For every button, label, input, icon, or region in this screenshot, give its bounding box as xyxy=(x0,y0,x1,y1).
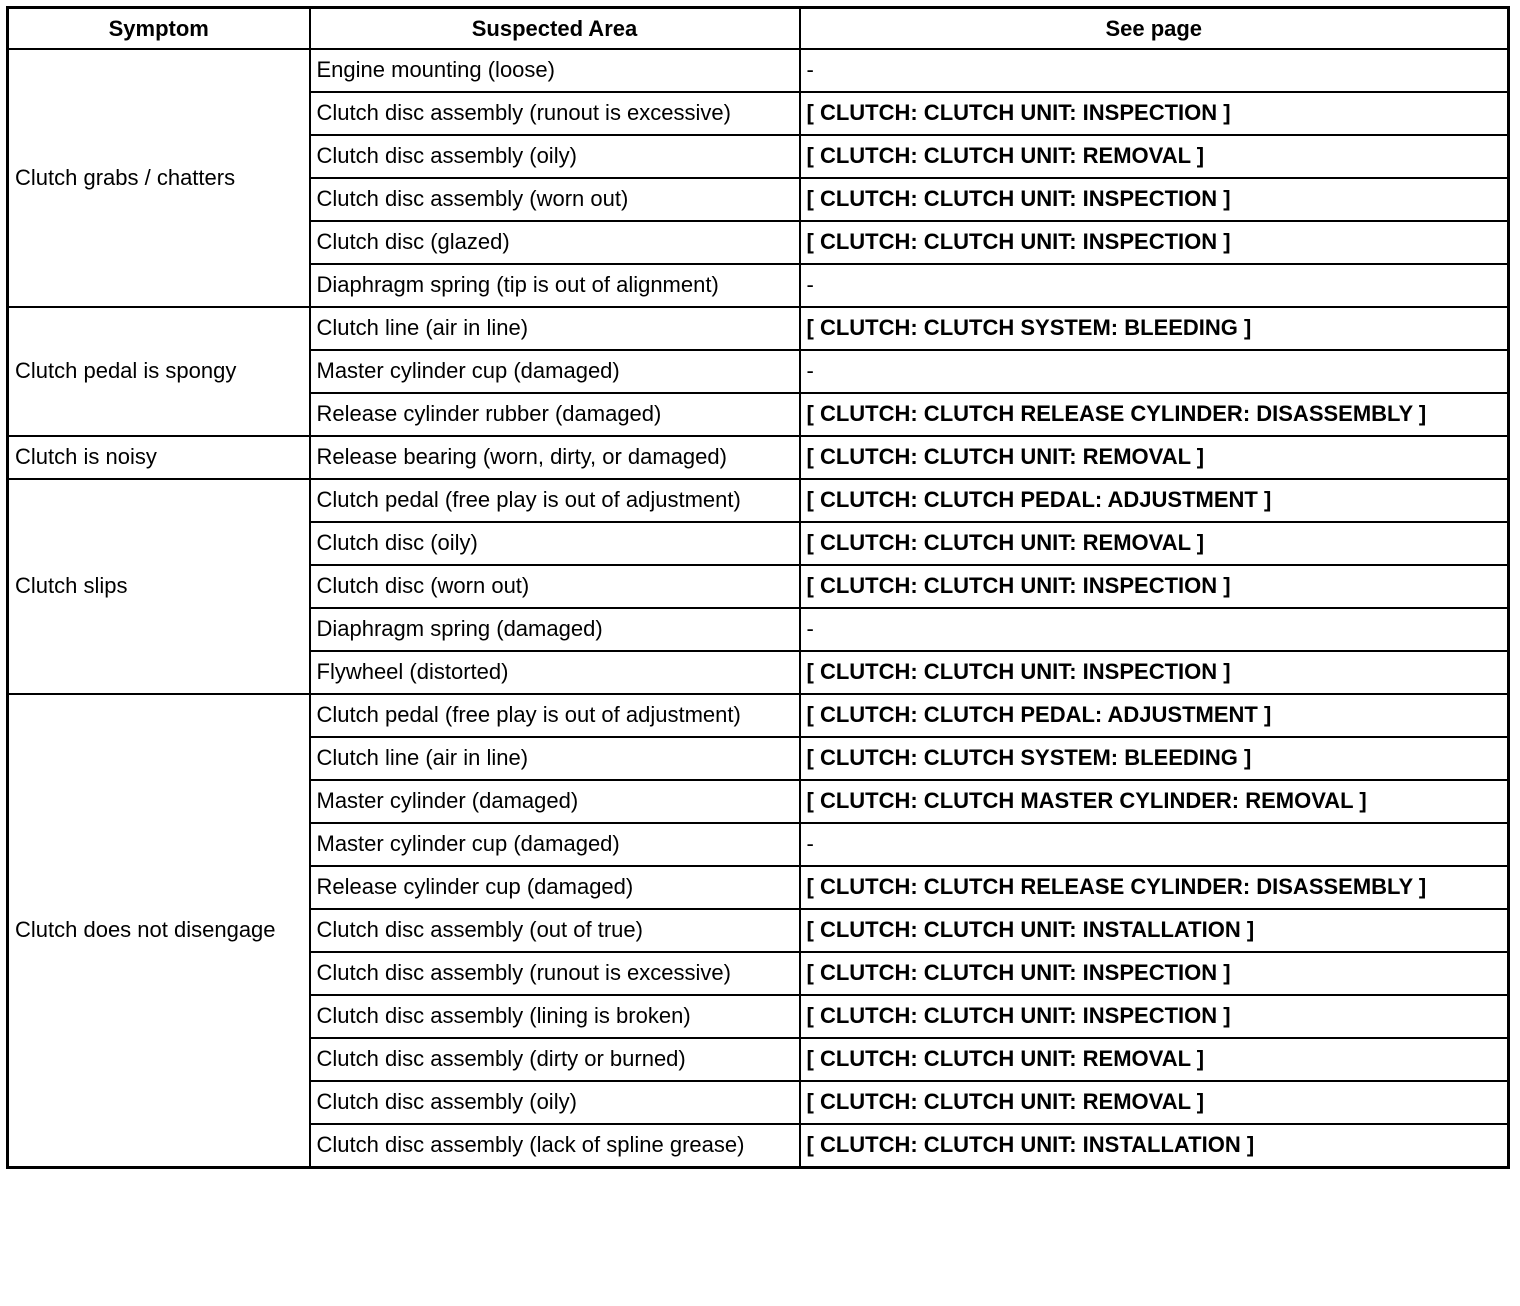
see-page-reference-cell: [ CLUTCH: CLUTCH UNIT: INSPECTION ] xyxy=(800,995,1509,1038)
table-row xyxy=(8,479,1509,522)
see-page-reference-cell: [ CLUTCH: CLUTCH UNIT: INSPECTION ] xyxy=(800,92,1509,135)
see-page-reference-cell: [ CLUTCH: CLUTCH UNIT: INSPECTION ] xyxy=(800,565,1509,608)
suspected-area-cell: Release bearing (worn, dirty, or damaged) xyxy=(310,436,800,479)
symptom-cell: Clutch slips xyxy=(8,479,310,694)
see-page-reference-cell: [ CLUTCH: CLUTCH UNIT: REMOVAL ] xyxy=(800,436,1509,479)
symptom-cell: Clutch does not disengage xyxy=(8,694,310,1168)
suspected-area-cell: Release cylinder cup (damaged) xyxy=(310,866,800,909)
table-header xyxy=(8,8,1509,50)
see-page-reference-cell: [ CLUTCH: CLUTCH PEDAL: ADJUSTMENT ] xyxy=(800,694,1509,737)
see-page-reference-cell: [ CLUTCH: CLUTCH UNIT: INSPECTION ] xyxy=(800,952,1509,995)
see-page-reference-cell: [ CLUTCH: CLUTCH UNIT: REMOVAL ] xyxy=(800,135,1509,178)
table-body xyxy=(8,49,1509,1168)
see-page-reference-cell: [ CLUTCH: CLUTCH RELEASE CYLINDER: DISASSEMBLY ] xyxy=(800,393,1509,436)
see-page-empty-cell: - xyxy=(800,49,1509,92)
table-row xyxy=(8,49,1509,92)
see-page-empty-cell: - xyxy=(800,608,1509,651)
suspected-area-cell: Clutch disc assembly (oily) xyxy=(310,135,800,178)
suspected-area-cell: Engine mounting (loose) xyxy=(310,49,800,92)
see-page-reference-cell: [ CLUTCH: CLUTCH UNIT: INSPECTION ] xyxy=(800,221,1509,264)
see-page-reference-cell: [ CLUTCH: CLUTCH RELEASE CYLINDER: DISASSEMBLY ] xyxy=(800,866,1509,909)
suspected-area-cell: Clutch line (air in line) xyxy=(310,307,800,350)
see-page-reference-cell: [ CLUTCH: CLUTCH PEDAL: ADJUSTMENT ] xyxy=(800,479,1509,522)
suspected-area-cell: Clutch disc assembly (runout is excessive) xyxy=(310,92,800,135)
symptom-cell: Clutch pedal is spongy xyxy=(8,307,310,436)
symptom-cell: Clutch is noisy xyxy=(8,436,310,479)
see-page-reference-cell: [ CLUTCH: CLUTCH UNIT: INSTALLATION ] xyxy=(800,1124,1509,1168)
suspected-area-cell: Clutch disc assembly (dirty or burned) xyxy=(310,1038,800,1081)
see-page-reference-cell: [ CLUTCH: CLUTCH UNIT: REMOVAL ] xyxy=(800,522,1509,565)
suspected-area-cell: Clutch disc assembly (runout is excessive) xyxy=(310,952,800,995)
see-page-reference-cell: [ CLUTCH: CLUTCH UNIT: REMOVAL ] xyxy=(800,1081,1509,1124)
see-page-empty-cell: - xyxy=(800,264,1509,307)
suspected-area-cell: Clutch disc (oily) xyxy=(310,522,800,565)
header-symptom: Symptom xyxy=(8,8,310,50)
table-row xyxy=(8,307,1509,350)
see-page-reference-cell: [ CLUTCH: CLUTCH SYSTEM: BLEEDING ] xyxy=(800,737,1509,780)
suspected-area-cell: Flywheel (distorted) xyxy=(310,651,800,694)
suspected-area-cell: Diaphragm spring (damaged) xyxy=(310,608,800,651)
suspected-area-cell: Clutch disc (glazed) xyxy=(310,221,800,264)
suspected-area-cell: Clutch pedal (free play is out of adjustment) xyxy=(310,479,800,522)
see-page-reference-cell: [ CLUTCH: CLUTCH UNIT: INSTALLATION ] xyxy=(800,909,1509,952)
see-page-empty-cell: - xyxy=(800,823,1509,866)
troubleshooting-table xyxy=(6,6,1510,1169)
suspected-area-cell: Release cylinder rubber (damaged) xyxy=(310,393,800,436)
header-see-page: See page xyxy=(800,8,1509,50)
suspected-area-cell: Clutch line (air in line) xyxy=(310,737,800,780)
suspected-area-cell: Clutch disc assembly (lack of spline grease) xyxy=(310,1124,800,1168)
see-page-reference-cell: [ CLUTCH: CLUTCH MASTER CYLINDER: REMOVAL ] xyxy=(800,780,1509,823)
suspected-area-cell: Clutch disc assembly (lining is broken) xyxy=(310,995,800,1038)
suspected-area-cell: Master cylinder (damaged) xyxy=(310,780,800,823)
see-page-empty-cell: - xyxy=(800,350,1509,393)
see-page-reference-cell: [ CLUTCH: CLUTCH UNIT: INSPECTION ] xyxy=(800,651,1509,694)
suspected-area-cell: Master cylinder cup (damaged) xyxy=(310,350,800,393)
suspected-area-cell: Clutch disc (worn out) xyxy=(310,565,800,608)
suspected-area-cell: Clutch disc assembly (oily) xyxy=(310,1081,800,1124)
see-page-reference-cell: [ CLUTCH: CLUTCH UNIT: INSPECTION ] xyxy=(800,178,1509,221)
see-page-reference-cell: [ CLUTCH: CLUTCH SYSTEM: BLEEDING ] xyxy=(800,307,1509,350)
suspected-area-cell: Clutch disc assembly (worn out) xyxy=(310,178,800,221)
header-row xyxy=(8,8,1509,50)
suspected-area-cell: Clutch pedal (free play is out of adjustment) xyxy=(310,694,800,737)
suspected-area-cell: Diaphragm spring (tip is out of alignment) xyxy=(310,264,800,307)
suspected-area-cell: Clutch disc assembly (out of true) xyxy=(310,909,800,952)
suspected-area-cell: Master cylinder cup (damaged) xyxy=(310,823,800,866)
table-row xyxy=(8,694,1509,737)
see-page-reference-cell: [ CLUTCH: CLUTCH UNIT: REMOVAL ] xyxy=(800,1038,1509,1081)
header-suspected-area: Suspected Area xyxy=(310,8,800,50)
symptom-cell: Clutch grabs / chatters xyxy=(8,49,310,307)
table-row xyxy=(8,436,1509,479)
